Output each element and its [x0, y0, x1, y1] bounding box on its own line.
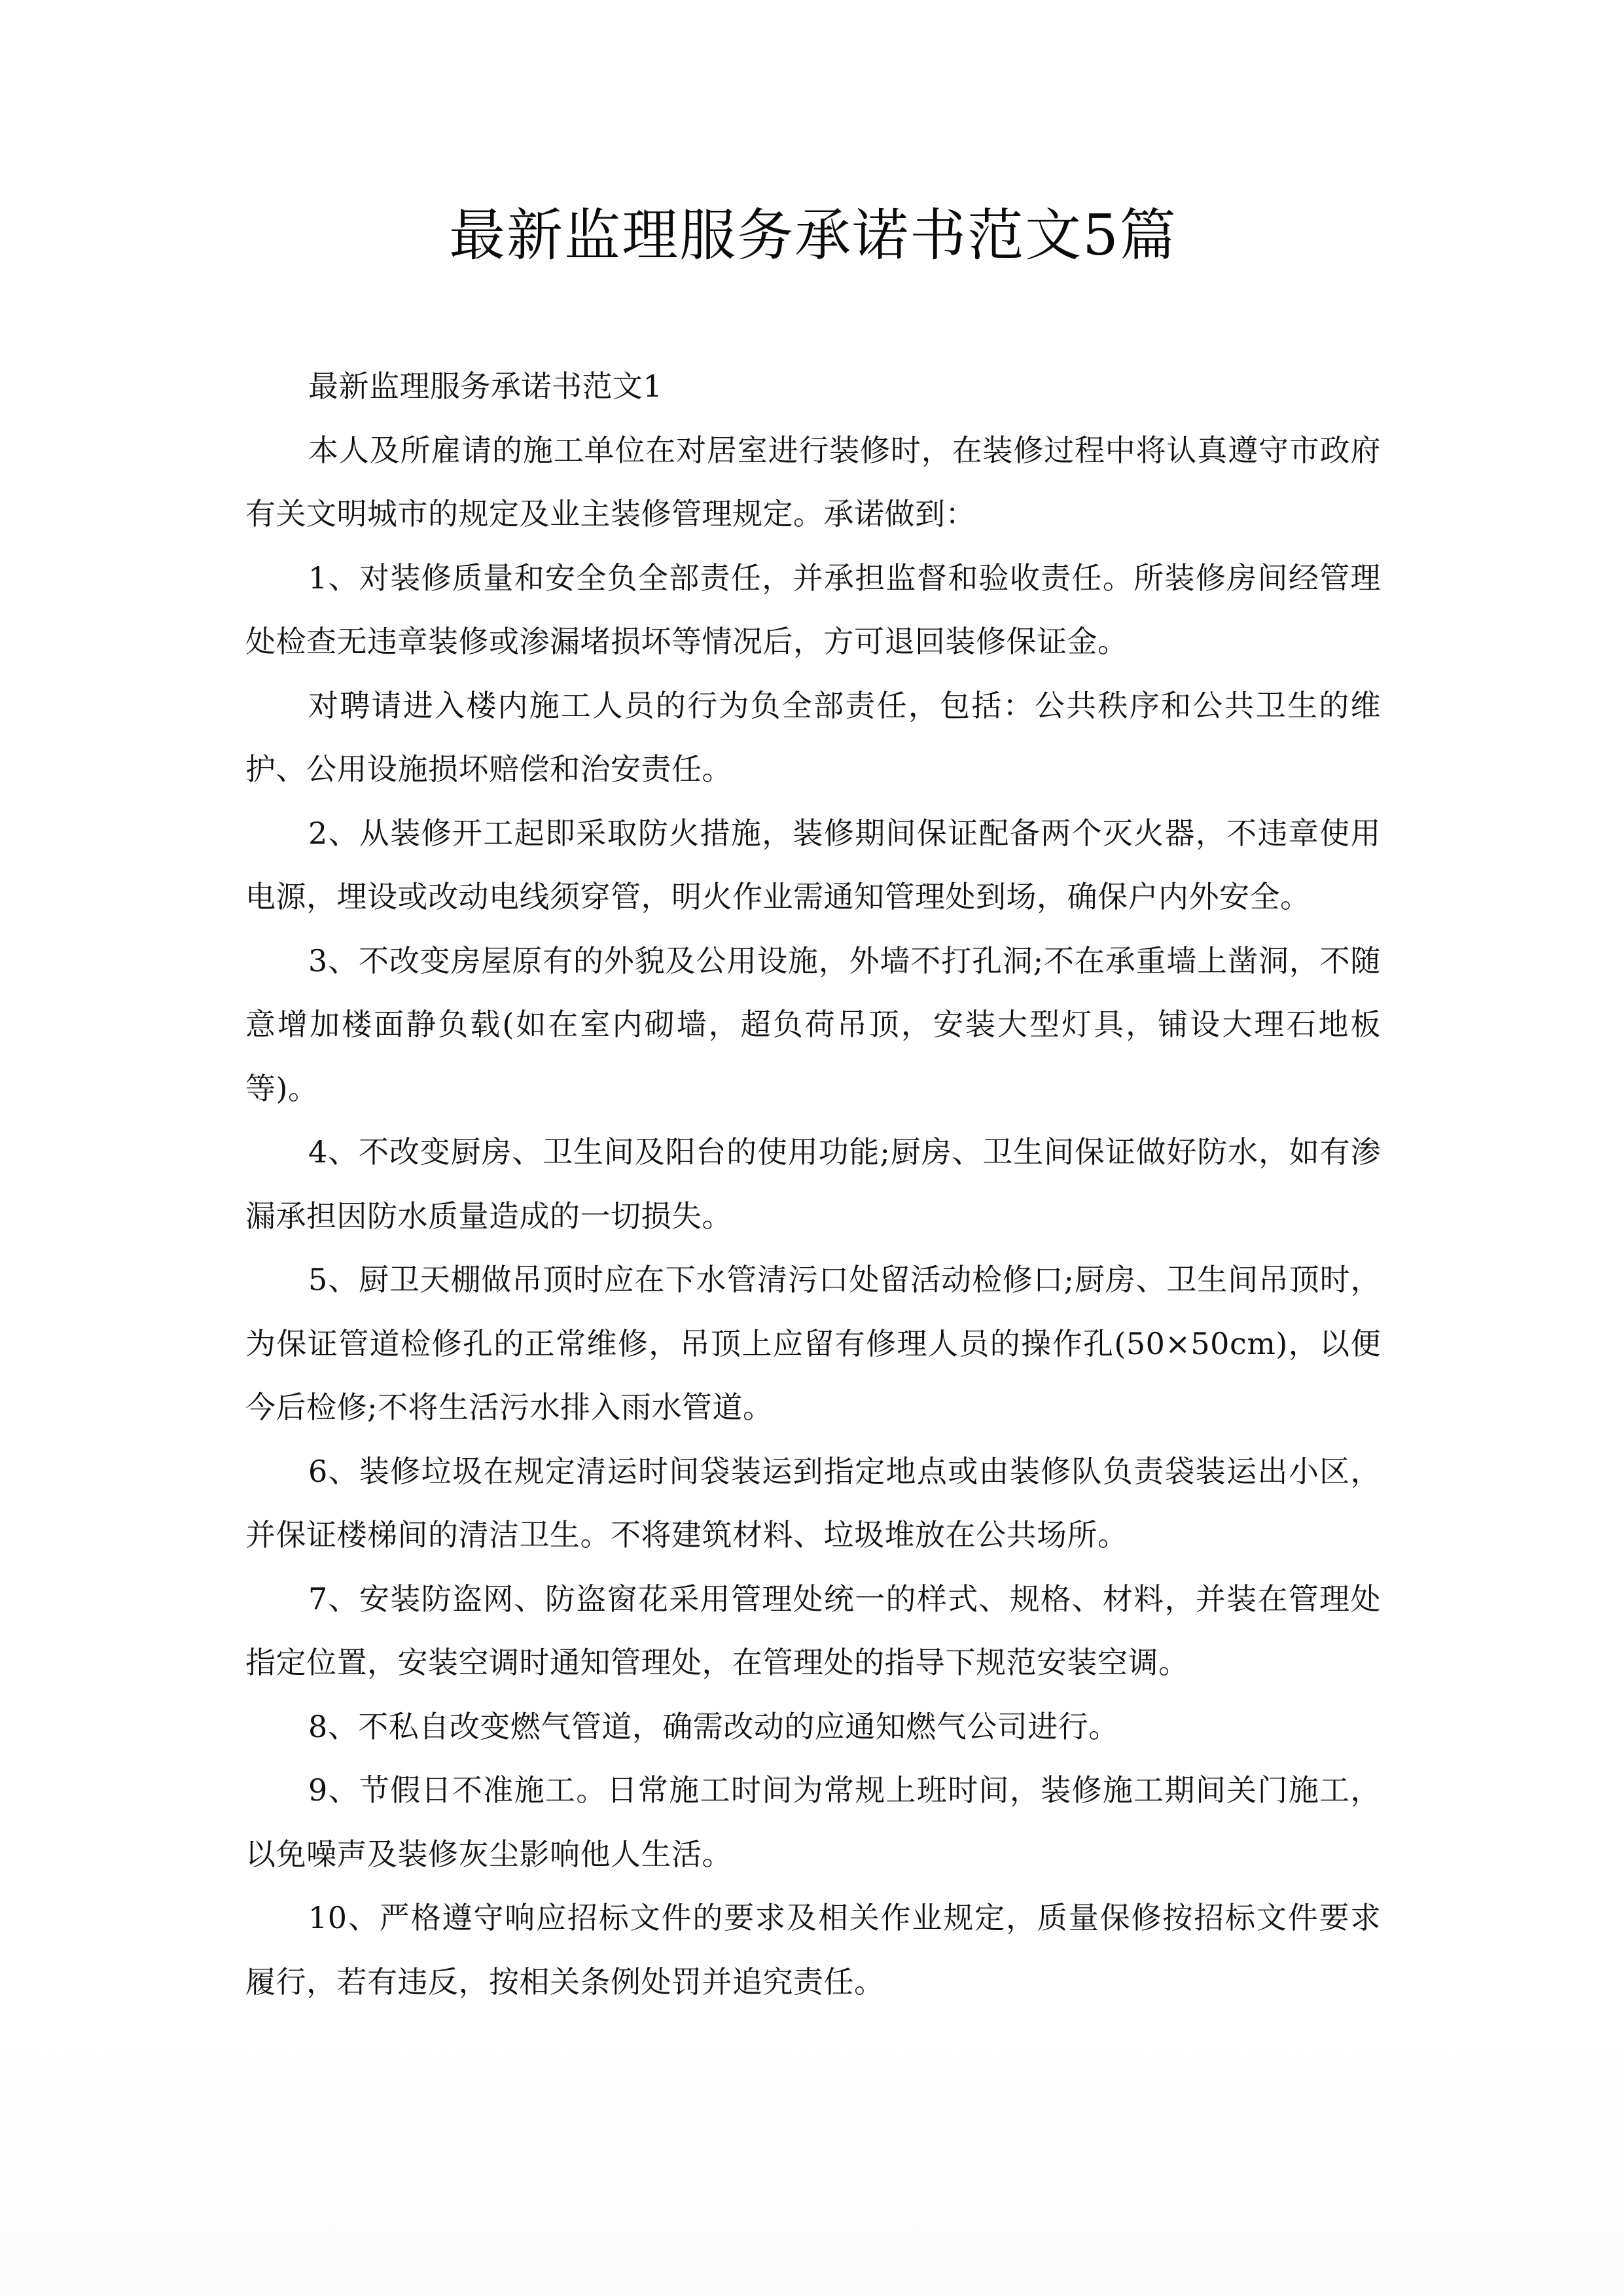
intro-paragraph: 本人及所雇请的施工单位在对居室进行装修时，在装修过程中将认真遵守市政府有关文明城市的规定及业主装修管理规定。承诺做到： [245, 432, 1381, 531]
clause-5: 5、厨卫天棚做吊顶时应在下水管清污口处留活动检修口;厨房、卫生间吊顶时，为保证管道检修孔的正常维修，吊顶上应留有修理人员的操作孔(50×50cm)，以便今后检修;不将生活污水排入雨水管道。 [245, 1262, 1381, 1425]
clause-3: 3、不改变房屋原有的外貌及公用设施，外墙不打孔洞;不在承重墙上凿洞，不随意增加楼面静负载(如在室内砌墙，超负荷吊顶，安装大型灯具，铺设大理石地板等)。 [245, 942, 1381, 1106]
section-heading: 最新监理服务承诺书范文1 [308, 368, 663, 404]
clause-8: 8、不私自改变燃气管道，确需改动的应通知燃气公司进行。 [308, 1708, 1119, 1744]
document-title: 最新监理服务承诺书范文5篇 [449, 203, 1177, 268]
clause-1: 1、对装修质量和安全负全部责任，并承担监督和验收责任。所装修房间经管理处检查无违章装修或渗漏堵损坏等情况后，方可退回装修保证金。 [245, 560, 1381, 659]
clause-6: 6、装修垃圾在规定清运时间袋装运到指定地点或由装修队负责袋装运出小区，并保证楼梯间的清洁卫生。不将建筑材料、垃圾堆放在公共场所。 [245, 1453, 1381, 1552]
clause-1-supplement: 对聘请进入楼内施工人员的行为负全部责任，包括：公共秩序和公共卫生的维护、公用设施损坏赔偿和治安责任。 [245, 687, 1381, 787]
clause-10: 10、严格遵守响应招标文件的要求及相关作业规定，质量保修按招标文件要求履行，若有违反，按相关条例处罚并追究责任。 [245, 1900, 1381, 2000]
clause-9: 9、节假日不准施工。日常施工时间为常规上班时间，装修施工期间关门施工，以免噪声及装修灰尘影响他人生活。 [245, 1772, 1381, 1872]
clause-4: 4、不改变厨房、卫生间及阳台的使用功能;厨房、卫生间保证做好防水，如有渗漏承担因防水质量造成的一切损失。 [245, 1134, 1381, 1234]
clause-2: 2、从装修开工起即采取防火措施，装修期间保证配备两个灭火器，不违章使用电源，埋设或改动电线须穿管，明火作业需通知管理处到场，确保户内外安全。 [245, 815, 1381, 914]
document-body [245, 355, 1381, 2014]
clause-7: 7、安装防盗网、防盗窗花采用管理处统一的样式、规格、材料，并装在管理处指定位置，安装空调时通知管理处，在管理处的指导下规范安装空调。 [245, 1581, 1381, 1680]
